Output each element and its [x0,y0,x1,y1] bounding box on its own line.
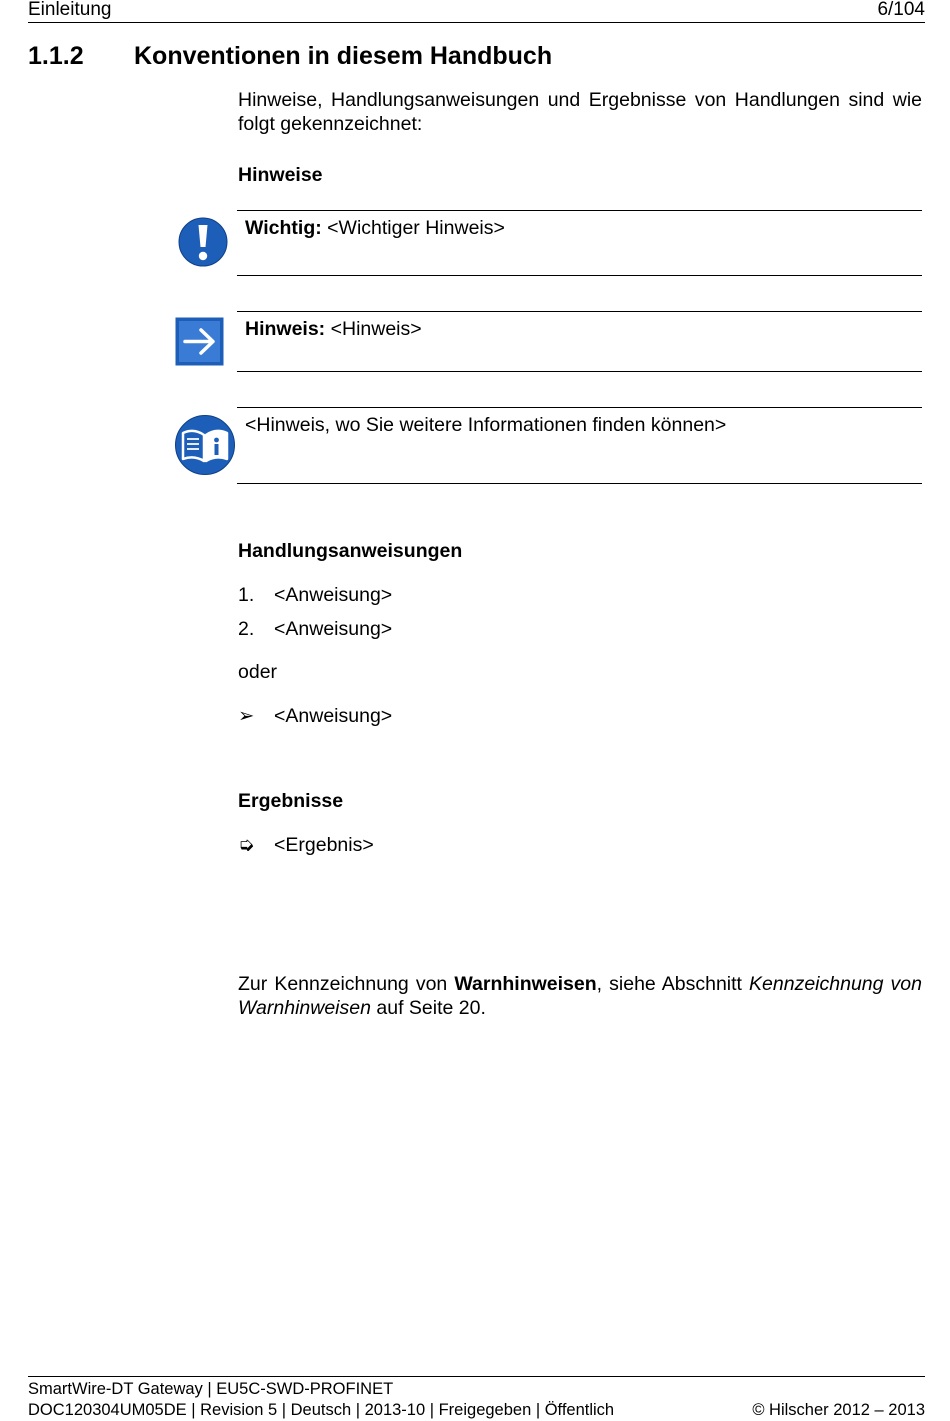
results-heading: Ergebnisse [238,790,344,812]
section-title: Konventionen in diesem Handbuch [134,42,553,70]
footer-copyright: © Hilscher 2012 – 2013 [752,1401,925,1419]
hint-label: Hinweis: [245,318,326,340]
instruction-bullet-item [238,704,392,728]
important-label: Wichtig: [245,217,322,239]
section-number: 1.1.2 [28,42,84,70]
arrow-right-icon [175,317,224,366]
result-text: <Ergebnis> [274,834,374,856]
important-text: <Wichtiger Hinweis> [321,217,505,239]
result-arrow-icon: ➭ [238,834,255,856]
instruction-text: <Anweisung> [274,584,393,606]
instruction-item [238,618,392,641]
manual-info-icon [173,413,237,477]
warning-ref-pre: Zur Kennzeichnung von [238,973,455,995]
or-text: oder [238,661,278,683]
info-note-box [237,407,922,484]
warning-reference-paragraph [238,972,922,1020]
important-note [245,217,505,240]
warning-ref-post: auf Seite 20. [370,997,486,1019]
warning-ref-link[interactable]: Kennzeichnung von Warnhinweisen [238,973,922,1019]
result-item [238,833,374,857]
hint-note [245,318,422,341]
hinweise-heading: Hinweise [238,164,323,186]
info-note-text: <Hinweis, wo Sie weitere Informationen finden können> [245,414,727,436]
instruction-number: 2. [238,618,255,640]
instruction-text: <Anweisung> [274,705,393,727]
section-heading [28,42,552,71]
footer-product: SmartWire-DT Gateway | EU5C-SWD-PROFINET [28,1380,394,1398]
header-section: Einleitung [28,0,112,20]
warning-ref-bold: Warnhinweisen [454,973,597,995]
page-header [28,0,925,23]
hint-text: <Hinweis> [325,318,422,340]
header-page-number: 6/104 [877,0,925,20]
instructions-heading: Handlungsanweisungen [238,540,463,562]
instruction-number: 1. [238,584,255,606]
intro-paragraph: Hinweise, Handlungsanweisungen und Ergebnisse von Handlungen sind wie folgt gekennzeichnet: [238,89,922,135]
bullet-arrow-icon: ➢ [238,705,255,727]
warning-ref-mid: , siehe Abschnitt [596,973,750,995]
hint-note-box [237,311,922,372]
exclamation-icon [176,215,230,269]
footer-document-info: DOC120304UM05DE | Revision 5 | Deutsch | 2013-10 | Freigegeben | Öffentlich [28,1401,615,1419]
important-note-box [237,210,922,276]
instruction-item [238,584,392,607]
page-footer [28,1376,925,1421]
instruction-text: <Anweisung> [274,618,393,640]
